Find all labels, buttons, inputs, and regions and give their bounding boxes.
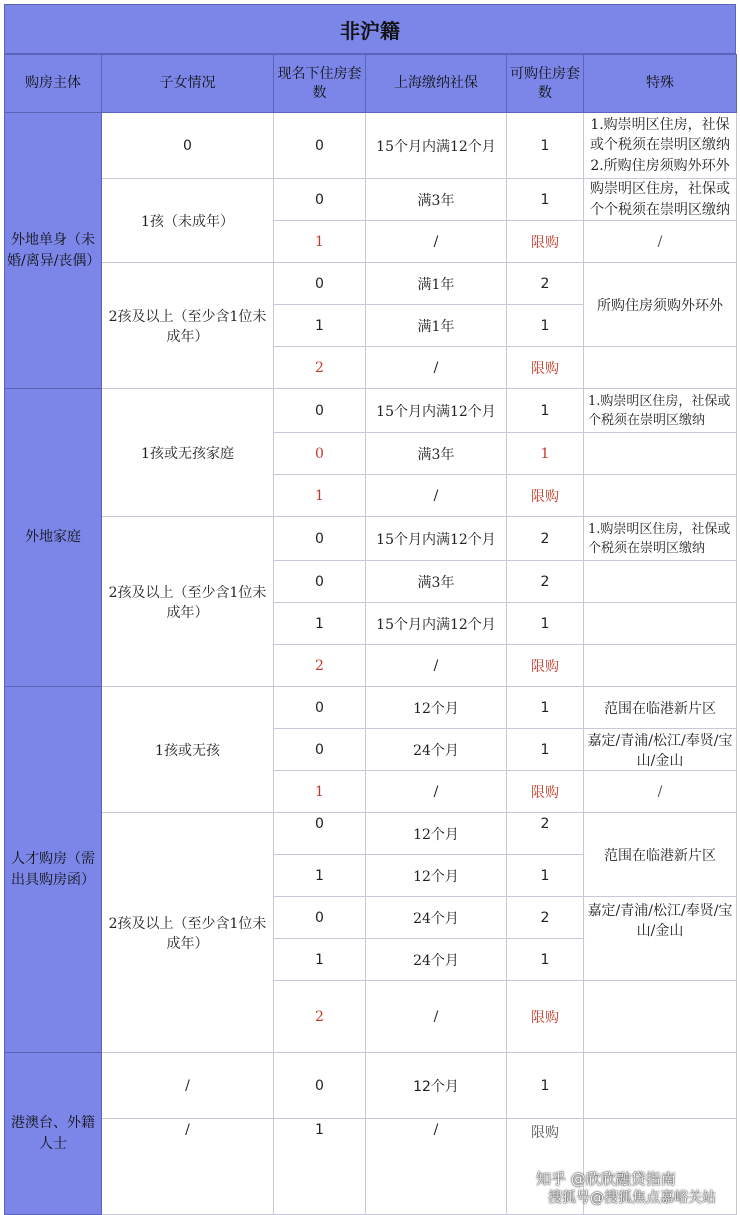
- owned-cell: 2: [274, 645, 366, 687]
- watermark-zhihu: 知乎 @欣欣融贷指南: [536, 1170, 676, 1188]
- social-cell: 15个月内满12个月: [366, 517, 507, 561]
- owned-cell: 0: [274, 263, 366, 305]
- allowed-cell: 2: [507, 561, 584, 603]
- allowed-cell: 1: [507, 433, 584, 475]
- header-special: 特殊: [584, 55, 737, 113]
- children-cell: /: [102, 1119, 274, 1215]
- policy-table: [4, 54, 737, 1215]
- owned-cell: 1: [274, 855, 366, 897]
- header-subject: 购房主体: [5, 55, 102, 113]
- table-row: [5, 1053, 737, 1119]
- allowed-cell: 1: [507, 1053, 584, 1119]
- owned-cell: 0: [274, 179, 366, 221]
- allowed-cell: 1: [507, 687, 584, 729]
- allowed-cell: 2: [507, 897, 584, 939]
- social-cell: /: [366, 475, 507, 517]
- table-row: [5, 813, 737, 855]
- owned-cell: 1: [274, 771, 366, 813]
- group-family: 外地家庭: [5, 389, 102, 687]
- social-cell: 12个月: [366, 687, 507, 729]
- header-social: 上海缴纳社保: [366, 55, 507, 113]
- allowed-cell: 1: [507, 729, 584, 771]
- children-cell: 1孩（未成年）: [102, 179, 274, 263]
- table-row: [5, 389, 737, 433]
- social-cell: 24个月: [366, 939, 507, 981]
- watermark-sohu: 搜狐号@搜狐焦点嘉峪关站: [548, 1190, 716, 1206]
- social-cell: 满1年: [366, 305, 507, 347]
- social-cell: 15个月内满12个月: [366, 389, 507, 433]
- owned-cell: 2: [274, 347, 366, 389]
- special-cell: [584, 561, 737, 603]
- special-cell: 所购住房须购外环外: [584, 263, 737, 347]
- allowed-cell: 限购: [507, 347, 584, 389]
- allowed-cell: 2: [507, 517, 584, 561]
- allowed-cell: 限购: [507, 771, 584, 813]
- special-cell: 购崇明区住房，社保或个个税须在崇明区缴纳: [584, 179, 737, 221]
- special-cell: [584, 981, 737, 1053]
- social-cell: /: [366, 981, 507, 1053]
- special-cell: [584, 347, 737, 389]
- allowed-cell: 1: [507, 389, 584, 433]
- special-cell: 嘉定/青浦/松江/奉贤/宝山/金山: [584, 897, 737, 981]
- owned-cell: 0: [274, 687, 366, 729]
- group-single: 外地单身（未婚/离异/丧偶）: [5, 113, 102, 389]
- table-row: [5, 263, 737, 305]
- special-cell: [584, 517, 737, 561]
- header-children: 子女情况: [102, 55, 274, 113]
- allowed-cell: 1: [507, 603, 584, 645]
- special-text: 1.购崇明区住房，社保或个税须在崇明区缴纳: [588, 522, 731, 556]
- special-cell: 范围在临港新片区: [584, 813, 737, 897]
- children-cell: 2孩及以上（至少含1位未成年）: [102, 813, 274, 1053]
- owned-cell: 0: [274, 433, 366, 475]
- table-row: [5, 687, 737, 729]
- owned-cell: 0: [274, 113, 366, 179]
- owned-cell: 1: [274, 939, 366, 981]
- special-cell: 1.购崇明区住房，社保或个税须在崇明区缴纳 2.所购住房须购外环外: [584, 113, 737, 179]
- table-row: [5, 113, 737, 179]
- special-cell: 范围在临港新片区: [584, 687, 737, 729]
- special-cell: /: [584, 771, 737, 813]
- special-cell: [584, 475, 737, 517]
- children-cell: 0: [102, 113, 274, 179]
- allowed-cell: 限购: [507, 1119, 584, 1215]
- allowed-cell: 限购: [507, 645, 584, 687]
- allowed-cell: 限购: [507, 981, 584, 1053]
- children-cell: 2孩及以上（至少含1位未成年）: [102, 517, 274, 687]
- social-cell: 15个月内满12个月: [366, 113, 507, 179]
- table-title: 非沪籍: [4, 4, 736, 54]
- owned-cell: 1: [274, 1119, 366, 1215]
- social-cell: /: [366, 771, 507, 813]
- owned-cell: 1: [274, 603, 366, 645]
- allowed-cell: 1: [507, 113, 584, 179]
- social-cell: 满3年: [366, 179, 507, 221]
- allowed-cell: 1: [507, 179, 584, 221]
- allowed-cell: 限购: [507, 475, 584, 517]
- owned-cell: 1: [274, 475, 366, 517]
- children-cell: /: [102, 1053, 274, 1119]
- owned-cell: 0: [274, 729, 366, 771]
- social-cell: 满3年: [366, 433, 507, 475]
- social-cell: /: [366, 1119, 507, 1215]
- social-cell: /: [366, 347, 507, 389]
- social-cell: 满3年: [366, 561, 507, 603]
- children-cell: 2孩及以上（至少含1位未成年）: [102, 263, 274, 389]
- allowed-cell: 1: [507, 855, 584, 897]
- social-cell: 12个月: [366, 1053, 507, 1119]
- social-cell: 24个月: [366, 897, 507, 939]
- owned-cell: 0: [274, 813, 366, 855]
- special-cell: [584, 433, 737, 475]
- children-cell: 1孩或无孩家庭: [102, 389, 274, 517]
- social-cell: 12个月: [366, 813, 507, 855]
- owned-cell: 1: [274, 221, 366, 263]
- special-cell: /: [584, 221, 737, 263]
- allowed-cell: 2: [507, 813, 584, 855]
- special-cell: [584, 645, 737, 687]
- header-row: [5, 55, 737, 113]
- social-cell: /: [366, 221, 507, 263]
- social-cell: 24个月: [366, 729, 507, 771]
- social-cell: 12个月: [366, 855, 507, 897]
- owned-cell: 0: [274, 1053, 366, 1119]
- owned-cell: 1: [274, 305, 366, 347]
- owned-cell: 0: [274, 389, 366, 433]
- group-talent: 人才购房（需出具购房函）: [5, 687, 102, 1053]
- social-cell: 15个月内满12个月: [366, 603, 507, 645]
- social-cell: 满1年: [366, 263, 507, 305]
- allowed-cell: 限购: [507, 221, 584, 263]
- special-cell: [584, 389, 737, 433]
- header-owned: 现名下住房套数: [274, 55, 366, 113]
- table-row: [5, 517, 737, 561]
- table-row: [5, 179, 737, 221]
- allowed-cell: 1: [507, 305, 584, 347]
- header-allowed: 可购住房套数: [507, 55, 584, 113]
- allowed-cell: 2: [507, 263, 584, 305]
- group-foreign: 港澳台、外籍人士: [5, 1053, 102, 1215]
- owned-cell: 0: [274, 517, 366, 561]
- children-cell: 1孩或无孩: [102, 687, 274, 813]
- special-cell: [584, 603, 737, 645]
- special-cell: [584, 1053, 737, 1119]
- special-cell: 嘉定/青浦/松江/奉贤/宝山/金山: [584, 729, 737, 771]
- owned-cell: 0: [274, 561, 366, 603]
- social-cell: /: [366, 645, 507, 687]
- allowed-cell: 1: [507, 939, 584, 981]
- owned-cell: 0: [274, 897, 366, 939]
- owned-cell: 2: [274, 981, 366, 1053]
- special-text: 1.购崇明区住房，社保或个税须在崇明区缴纳: [588, 394, 731, 428]
